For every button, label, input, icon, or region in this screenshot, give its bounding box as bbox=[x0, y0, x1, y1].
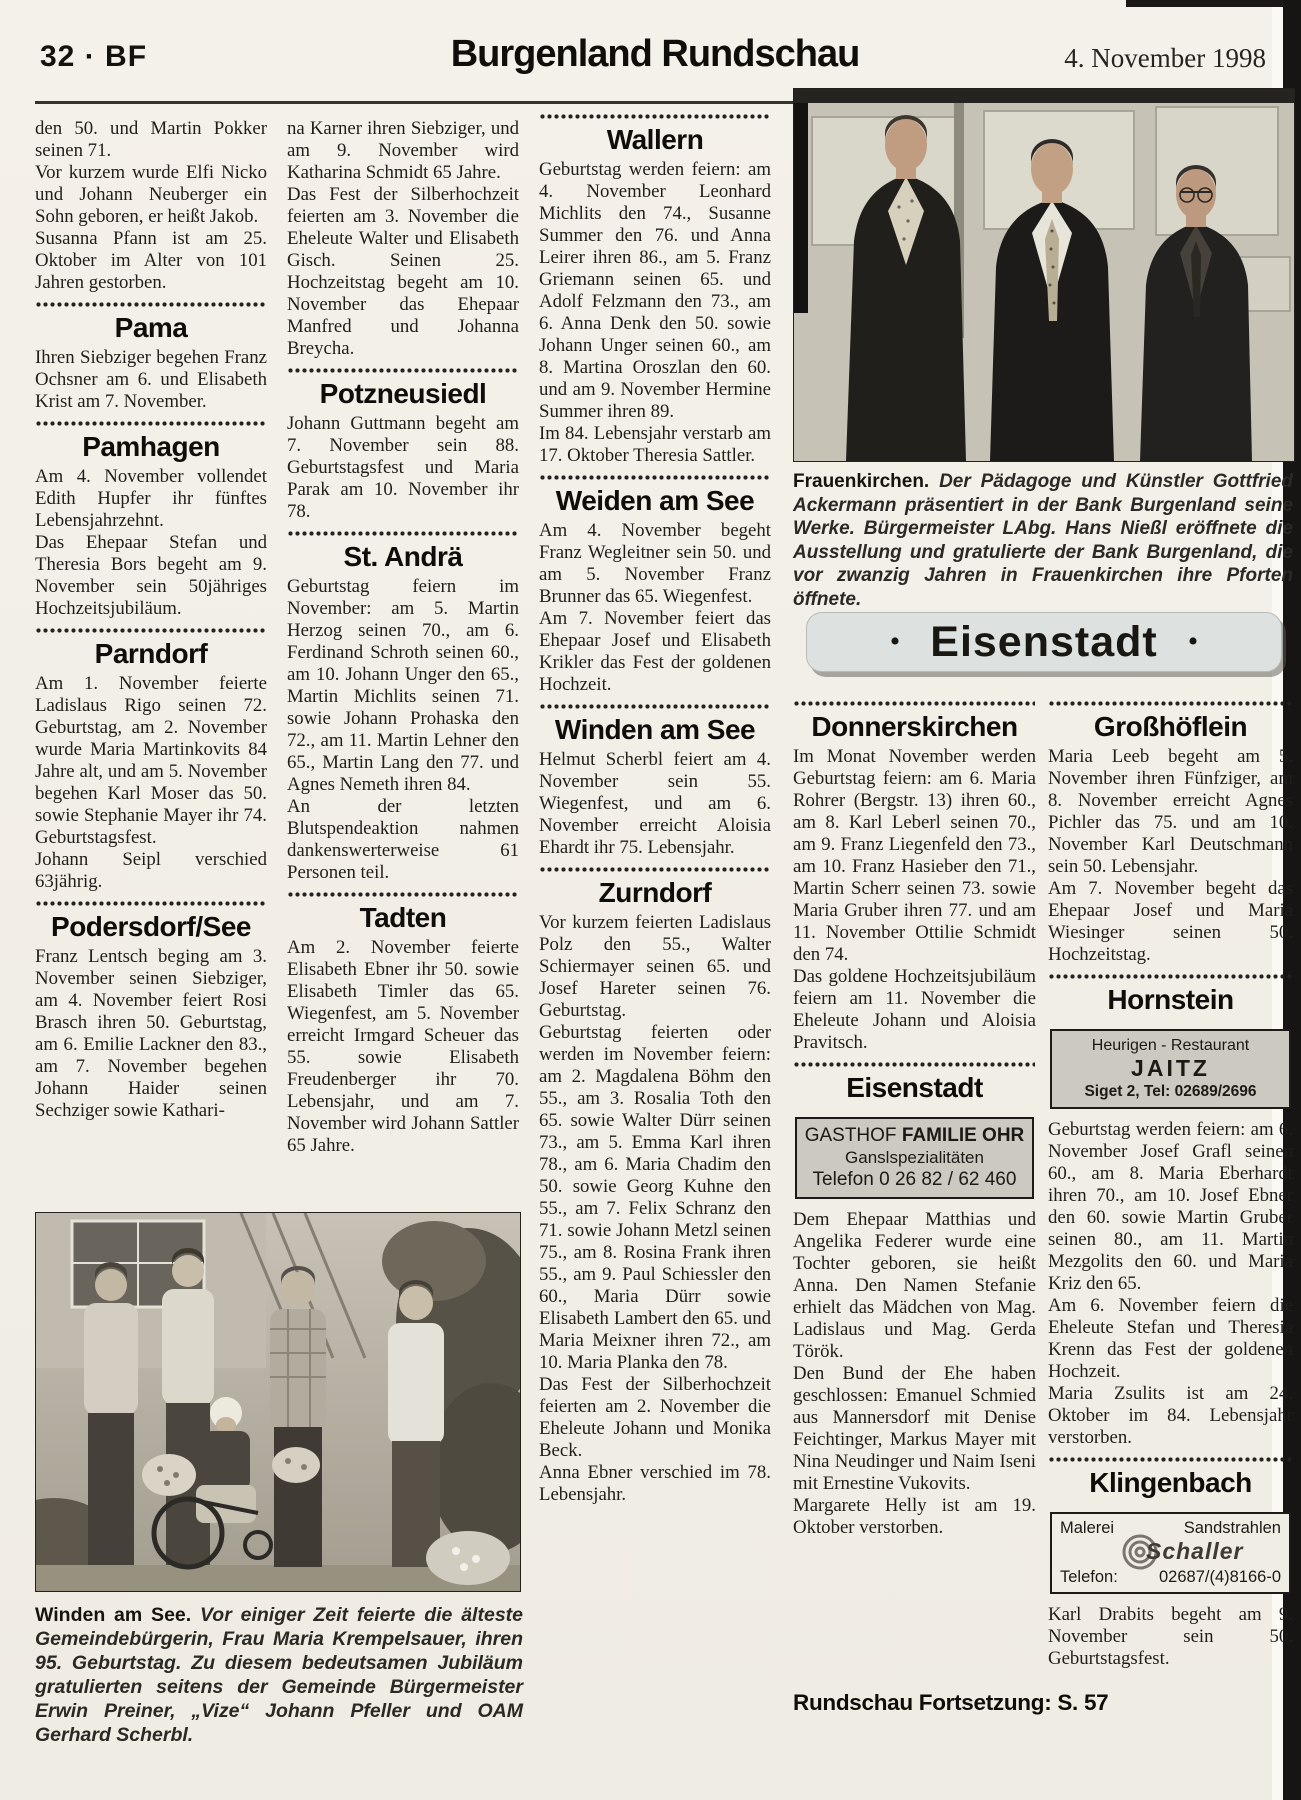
schaller-logo bbox=[1060, 1538, 1281, 1568]
paragraph: Das Ehepaar Stefan und Theresia Bors begeht am 9. November sein 50jähriges Hochzeitsjubiläum. bbox=[35, 532, 267, 619]
paragraph: Margarete Helly ist am 19. Oktober verstorben. bbox=[793, 1495, 1036, 1538]
ad-malerei-schaller bbox=[1050, 1512, 1291, 1594]
ad-line: Heurigen - Restaurant bbox=[1091, 1037, 1250, 1054]
page-number: 32 · BF bbox=[40, 40, 148, 73]
section-heading-winden-am-see: Winden am See bbox=[554, 714, 756, 745]
section-heading-pama: Pama bbox=[114, 312, 188, 343]
ad-gasthof-familie-ohr bbox=[795, 1117, 1034, 1199]
section-heading-pamhagen: Pamhagen bbox=[82, 431, 220, 462]
dotted-divider bbox=[1049, 701, 1292, 706]
paragraph: Johann Guttmann begeht am 7. November sein 88. Geburtstagsfest und Maria Parak am 10. November ihr 78. bbox=[287, 413, 519, 522]
section-heading-st-andrae: St. Andrä bbox=[343, 541, 463, 572]
paragraph: An der letzten Blutspendeaktion nahmen dankenswerterweise 61 Personen teil. bbox=[287, 796, 519, 883]
dotted-divider bbox=[540, 114, 770, 119]
paragraph: Geburtstag feierten oder werden im November feiern: am 2. Magdalena Böhm den 55., am 3. Rosalia Toth den 65. sowie Walter Dürr seinen 73., am 5. Emma Karl ihren 78., am 6. Maria Chadim den 50. sowie Georg Kuhne den 55., am 7. Felix Schranz den 71. sowie Johann Metzl seinen 75., am 8. Rosina Frank ihren 55., am 9. Paul Schiessler den 60., Maria Dürr sowie Elisabeth Lambert den 65. und Maria Meixner ihren 72., am 10. Maria Planka den 78. bbox=[539, 1022, 771, 1373]
column-2 bbox=[287, 118, 519, 1208]
section-heading-podersdorf: Podersdorf/See bbox=[51, 911, 251, 942]
dotted-divider bbox=[540, 704, 770, 709]
masthead-title: Burgenland Rundschau bbox=[450, 33, 860, 75]
dotted-divider bbox=[794, 1062, 1035, 1067]
caption-lead: Frauenkirchen. bbox=[793, 471, 930, 492]
paragraph: Susanna Pfann ist am 25. Oktober im Alter von 101 Jahren gestorben. bbox=[35, 228, 267, 293]
paragraph: Am 2. November feierte Elisabeth Ebner ihr 50. sowie Elisabeth Timler das 65. Wiegenfest, am 5. November erreicht Irmgard Scheuer das 55. sowie Elisabeth Freudenberger ihr 70. Lebensjahr, und am 7. November wird Johann Sattler 65 Jahre. bbox=[287, 937, 519, 1156]
dotted-divider bbox=[540, 867, 770, 872]
scan-top-streak bbox=[1126, 0, 1284, 7]
ad-text: Malerei bbox=[1060, 1519, 1115, 1537]
paragraph: Das goldene Hochzeitsjubiläum feiern am 11. November die Eheleute Johann und Aloisia Pravitsch. bbox=[793, 966, 1036, 1053]
paragraph: Dem Ehepaar Matthias und Angelika Federer wurde eine Tochter geboren, sie heißt Anna. Den Namen Stefanie erhielt das Mädchen von Mag. Ladislaus und Mag. Gerda Török. bbox=[793, 1209, 1036, 1362]
paragraph: Maria Zsulits ist am 24. Oktober im 84. Lebensjahr verstorben. bbox=[1048, 1383, 1293, 1448]
photo-frauenkirchen bbox=[793, 88, 1295, 462]
section-heading-grosshoeflein: Großhöflein bbox=[1093, 711, 1248, 742]
ad-line: Telefon 0 26 82 / 62 460 bbox=[812, 1169, 1017, 1190]
banner-bullet-icon: • bbox=[889, 625, 901, 658]
photo-caption-winden bbox=[35, 1603, 523, 1747]
dotted-divider bbox=[288, 892, 518, 897]
dotted-divider bbox=[36, 901, 266, 906]
section-heading-donnerskirchen: Donnerskirchen bbox=[811, 711, 1018, 742]
photo-winden-am-see bbox=[35, 1212, 521, 1592]
section-heading-zurndorf: Zurndorf bbox=[598, 877, 712, 908]
column-3 bbox=[539, 106, 771, 1718]
paragraph: Johann Seipl verschied 63jährig. bbox=[35, 849, 267, 892]
paragraph: Geburtstag werden feiern: am 4. November Leonhard Michlits den 74., Susanne Summer den 76. und Anna Leirer ihren 86., am 5. Franz Griemann seinen 65. und Adolf Felzmann den 73., am 6. Anna Denk den 50. sowie Johann Unger seinen 60., am 8. Martina Oroszlan den 60. und am 9. November Hermine Summer ihren 89. bbox=[539, 159, 771, 422]
caption-body: Der Pädagoge und Künstler Gottfried Ackermann präsentiert in der Bank Burgenland seine Werke. Bürgermeister LAbg. Hans Nießl eröffnete die Ausstellung und gratulierte der Bank Burgenland, die vor zwanzig Jahren in Frauenkirchen ihre Pforten öffnete. bbox=[793, 471, 1293, 610]
section-heading-eisenstadt: Eisenstadt bbox=[846, 1072, 983, 1103]
dotted-divider bbox=[540, 475, 770, 480]
paragraph: Im Monat November werden Geburtstag feiern: am 6. Maria Rohrer (Bergstr. 13) ihren 60., am 8. Karl Leberl seinen 70., am 9. Franz Liegenfeld den 73., am 10. Franz Hasieber den 71., Martin Scherr seinen 73. sowie Maria Gruber ihren 77. und am 11. November Ottilie Schmidt den 74. bbox=[793, 746, 1036, 965]
paragraph: Anna Ebner verschied im 78. Lebensjahr. bbox=[539, 1462, 771, 1505]
ad-line bbox=[801, 1125, 1028, 1147]
paragraph: Am 4. November begeht Franz Wegleitner sein 50. und am 5. November Franz Brunner das 65. Wiegenfest. bbox=[539, 520, 771, 607]
paragraph: Das Fest der Silberhochzeit feierten am 3. November die Eheleute Walter und Elisabeth Gisch. Seinen 25. Hochzeitstag begeht am 10. November das Ehepaar Manfred und Johanna Breycha. bbox=[287, 184, 519, 359]
section-heading-parndorf: Parndorf bbox=[94, 638, 208, 669]
dotted-divider bbox=[794, 701, 1035, 706]
paragraph: Karl Drabits begeht am 9. November sein 50. Geburtstagsfest. bbox=[1048, 1604, 1293, 1669]
ad-logo-text: Schaller bbox=[1146, 1538, 1244, 1564]
paragraph: na Karner ihren Siebziger, und am 9. November wird Katharina Schmidt 65 Jahre. bbox=[287, 118, 519, 183]
ad-restaurant-jaitz bbox=[1050, 1029, 1291, 1109]
ad-line: JAITZ bbox=[1131, 1055, 1210, 1081]
ad-line bbox=[1060, 1568, 1281, 1587]
dotted-divider bbox=[1049, 974, 1292, 979]
ad-text: GASTHOF bbox=[804, 1125, 897, 1146]
continuation-note: Rundschau Fortsetzung: S. 57 bbox=[793, 1690, 1109, 1715]
photo-frauenkirchen-art bbox=[794, 89, 1294, 461]
paragraph: Vor kurzem wurde Elfi Nicko und Johann Neuberger ein Sohn geboren, er heißt Jakob. bbox=[35, 162, 267, 227]
ad-line bbox=[1060, 1519, 1281, 1538]
paragraph: Vor kurzem feierten Ladislaus Polz den 55., Walter Schiermayer seinen 65. und Josef Hareter seinen 76. Geburtstag. bbox=[539, 912, 771, 1021]
paragraph: Franz Lentsch beging am 3. November seinen Siebziger, am 4. November feiert Rosi Brasch ihren 50. Geburtstag, am 6. Emilie Lackner den 83., am 7. November begehen Johann Haider seinen Sechziger sowie Kathari- bbox=[35, 946, 267, 1121]
banner-bullet-icon: • bbox=[1187, 625, 1199, 658]
paragraph: Das Fest der Silberhochzeit feierten am 2. November die Eheleute Johann und Monika Beck. bbox=[539, 1374, 771, 1461]
photo-winden-art bbox=[36, 1213, 520, 1591]
dotted-divider bbox=[288, 531, 518, 536]
dotted-divider bbox=[1049, 1457, 1292, 1462]
column-5 bbox=[1048, 693, 1293, 1703]
ad-text: Telefon: bbox=[1060, 1568, 1118, 1586]
ad-text: FAMILIE OHR bbox=[901, 1125, 1025, 1146]
caption-lead: Winden am See. bbox=[35, 1604, 192, 1626]
paragraph: Geburtstag werden feiern: am 6. November Josef Grafl seinen 60., am 8. Maria Eberhardt ihren 70., am 10. Josef Ebner den 60. sowie Martin Gruber seinen 80., am 11. Martin Mezgolits den 60. und Maria Kriz den 65. bbox=[1048, 1119, 1293, 1294]
dotted-divider bbox=[36, 421, 266, 426]
paragraph: Im 84. Lebensjahr verstarb am 17. Oktober Theresia Sattler. bbox=[539, 423, 771, 466]
paragraph: Am 7. November begeht das Ehepaar Josef und Maria Wiesinger seinen 50. Hochzeitstag. bbox=[1048, 878, 1293, 965]
ad-text: 02687/(4)8166-0 bbox=[1158, 1568, 1281, 1586]
section-heading-tadten: Tadten bbox=[359, 902, 447, 933]
photo-caption-frauenkirchen bbox=[793, 470, 1293, 611]
ad-line: Ganslspezialitäten bbox=[845, 1148, 984, 1167]
paragraph: Den Bund der Ehe haben geschlossen: Emanuel Schmied aus Mannersdorf mit Denise Feichtinger, Markus Mayer mit Nina Neudinger und Naim Iseni mit Ernestine Vukovits. bbox=[793, 1363, 1036, 1494]
paragraph: Helmut Scherbl feiert am 4. November sein 55. Wiegenfest, und am 6. November erreicht Aloisia Ehardt ihr 75. Lebensjahr. bbox=[539, 749, 771, 858]
issue-date: 4. November 1998 bbox=[1064, 43, 1266, 73]
paragraph: den 50. und Martin Pokker seinen 71. bbox=[35, 118, 267, 161]
paragraph: Am 1. November feierte Ladislaus Rigo seinen 72. Geburtstag, am 2. November wurde Maria Martinkovits 84 Jahre alt, und am 5. November begehen Karl Moser das 50. sowie Stephanie Mayer ihr 74. Geburtstagsfest. bbox=[35, 673, 267, 848]
column-1 bbox=[35, 118, 267, 1208]
section-heading-klingenbach: Klingenbach bbox=[1089, 1467, 1252, 1498]
paragraph: Am 7. November feiert das Ehepaar Josef und Elisabeth Krikler das Fest der goldenen Hochzeit. bbox=[539, 608, 771, 695]
ad-text: Sandstrahlen bbox=[1183, 1519, 1281, 1537]
dotted-divider bbox=[36, 628, 266, 633]
dotted-divider bbox=[36, 302, 266, 307]
paragraph: Maria Leeb begeht am 5. November ihren Fünfziger, am 8. November erreicht Agnes Pichler das 75. und am 10. November Karl Deutschmann sein 50. Lebensjahr. bbox=[1048, 746, 1293, 877]
banner-label: Eisenstadt bbox=[930, 617, 1158, 666]
ad-line: Siget 2, Tel: 02689/2696 bbox=[1084, 1083, 1257, 1100]
dotted-divider bbox=[288, 368, 518, 373]
section-heading-wallern: Wallern bbox=[606, 124, 704, 155]
paragraph: Am 6. November feiern die Eheleute Stefan und Theresia Krenn das Fest der goldenen Hochzeit. bbox=[1048, 1295, 1293, 1382]
caption-body: Vor einiger Zeit feierte die älteste Gemeindebürgerin, Frau Maria Krempelsauer, ihren 95. Geburtstag. Zu diesem bedeutsamen Jubiläum gratulierten seitens der Gemeinde Bürgermeister Erwin Preiner, „Vize“ Johann Pfeller und OAM Gerhard Scherbl. bbox=[35, 1604, 524, 1746]
paragraph: Ihren Siebziger begehen Franz Ochsner am 6. und Elisabeth Krist am 7. November. bbox=[35, 347, 267, 412]
paragraph: Geburtstag feiern im November: am 5. Martin Herzog seinen 70., am 6. Ferdinand Schroth seinen 60., am 10. Johann Unger den 65., Martin Michlits seinen 71. sowie Johann Prohaska den 72., am 11. Martin Lehner den 65., Martin Lang den 77. und Agnes Nemeth ihren 84. bbox=[287, 576, 519, 795]
section-heading-potzneusiedl: Potzneusiedl bbox=[319, 378, 487, 409]
section-heading-weiden-am-see: Weiden am See bbox=[555, 485, 755, 516]
column-4 bbox=[793, 693, 1036, 1678]
eisenstadt-region-banner bbox=[806, 612, 1282, 672]
paragraph: Am 4. November vollendet Edith Hupfer ihr fünftes Lebensjahrzehnt. bbox=[35, 466, 267, 531]
section-heading-hornstein: Hornstein bbox=[1107, 984, 1234, 1015]
